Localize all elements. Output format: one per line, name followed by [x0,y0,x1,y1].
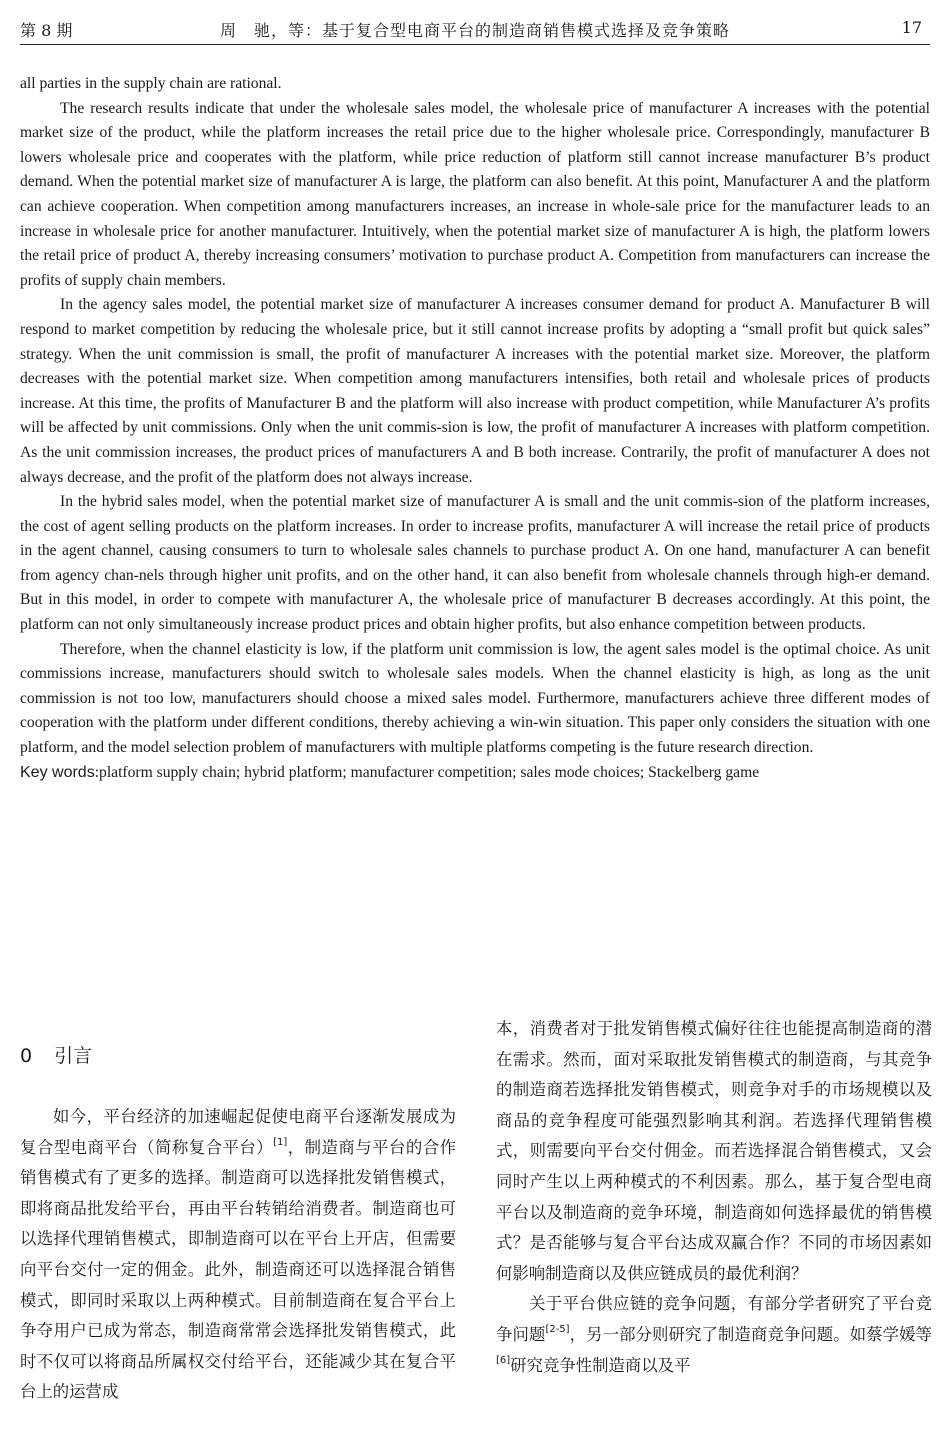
intro-text: 关于平台供应链的竞争问题，有部分学者研究了平台竞争问题 [496,1294,932,1344]
right-column [496,1014,932,1381]
intro-paragraph-1-cont: 本，消费者对于批发销售模式偏好往往也能提高制造商的潜在需求。然而，面对采取批发销售模式的制造商，与其竞争的制造商若选择批发销售模式，则竞争对手的市场规模以及商品的竞争程度可能强烈影响其利润。若选择代理销售模式，则需要向平台交付佣金。而若选择混合销售模式，又会同时产生以上两种模式的不利因素。那么，基于复合型电商平台以及制造商的竞争环境，制造商如何选择最优的销售模式？是否能够与复合平台达成双赢合作？不同的市场因素如何影响制造商以及供应链成员的最优利润？ [496,1019,932,1283]
keywords-line [20,761,930,786]
keywords-text: platform supply chain; hybrid platform; manufacturer competition; sales mode choices; Stackelberg game [99,763,760,781]
intro-text: 如今，平台经济的加速崛起促使电商平台逐渐发展成为复合型电商平台（简称复合平台） [20,1107,456,1157]
intro-paragraph-2 [496,1289,932,1381]
abstract-paragraph-1: The research results indicate that under the wholesale sales model, the wholesale price of manufacturer A increases with the potential market size of the product, while the platform increases the retail price due to the higher wholesale price. Correspondingly, manufacturer B lowers wholesale price and cooperates with the platform, while price reduction of platform still cannot increase manufacturer B’s product demand. When the potential market size of manufacturer A is large, the platform can also benefit. At this point, Manufacturer A and the platform can achieve cooperation. When competition among manufacturers increases, an increase in whole-sale price for the manufacturer leads to an increase in wholesale price for another manufacturer. Intuitively, when the potential market size of manufacturer A is high, the platform lowers the retail price of product A, thereby increasing consumers’ motivation to purchase product A. Competition from manufacturers can increase the profits of supply chain members. [20,99,930,289]
issue-number: 第 8 期 [20,21,73,40]
intro-paragraph-1 [20,1102,456,1408]
running-title: 周 驰，等：基于复合型电商平台的制造商销售模式选择及竞争策略 [219,21,730,40]
citation-ref: [2-5] [545,1323,570,1335]
intro-text: 研究竞争性制造商以及平 [510,1355,691,1375]
abstract-paragraph-3: In the hybrid sales model, when the potential market size of manufacturer A is small and the unit commis-sion of the platform increases, the cost of agent selling products on the platform increases. In order to increase profits, manufacturer A will increase the retail price of products in the agent channel, causing consumers to turn to wholesale sales channels to purchase product A. On one hand, manufacturer A can benefit from agency chan-nels through higher unit profits, and on the other hand, it can also benefit from wholesale channels through high-er demand. But in this model, in order to compete with manufacturer A, the wholesale price of manufacturer B decreases accordingly. At this point, the platform can not only simultaneously increase product prices and obtain higher profits, but also enhance competition between products. [20,493,930,634]
intro-text: ，另一部分则研究了制造商竞争问题。如蔡学媛等 [569,1324,933,1344]
citation-ref: [6] [496,1354,511,1366]
english-abstract [20,72,930,785]
abstract-paragraph-2: In the agency sales model, the potential market size of manufacturer A increases consumer demand for product A. Manufacturer B will respond to market competition by reducing the wholesale price, but it still cannot increase profits by adopting a “small profit but quick sales” strategy. When the unit commission is small, the profit of manufacturer A increases with the potential market size. Moreover, the platform decreases with the potential market size. When competition among manufacturers intensifies, both retail and wholesale prices of products increase. At this time, the profits of Manufacturer B and the platform will also increase with product competition, while Manufacturer A’s profits will be affected by unit commissions. Only when the unit commis-sion is low, the profit of manufacturer A increases with platform competition. As the unit commission increases, the product prices of manufacturers A and B both increase. Contrarily, the profit of manufacturer A does not always decrease, and the profit of the platform does not always increase. [20,296,930,486]
abstract-paragraph-0: all parties in the supply chain are rational. [20,75,282,92]
abstract-paragraph-4: Therefore, when the channel elasticity is low, if the platform unit commission is low, the agent sales model is the optimal choice. As unit commissions increase, manufacturers should switch to wholesale sales models. When the channel elasticity is high, as long as the unit commission is not too low, manufacturers should choose a mixed sales model. Furthermore, manufacturers achieve three different modes of cooperation with the platform under different conditions, thereby achieving a win-win situation. This paper only considers the situation with one platform, and the model selection problem of manufacturers with multiple platforms competing is the future research direction. [20,640,930,757]
citation-ref: [1] [273,1136,288,1148]
keywords-separator: : [94,763,100,781]
keywords-label: Key words [20,763,95,781]
page-number: 17 [901,18,922,37]
section-number: 0 [20,1045,33,1067]
section-title: 引言 [54,1045,93,1067]
running-header [20,16,930,45]
section-heading [20,1040,456,1072]
left-column [20,1014,456,1408]
intro-text: ，制造商与平台的合作销售模式有了更多的选择。制造商可以选择批发销售模式，即将商品批发给平台，再由平台转销给消费者。制造商也可以选择代理销售模式，即制造商可以在平台上开店，但需要向平台交付一定的佣金。此外，制造商还可以选择混合销售模式，即同时采取以上两种模式。目前制造商在复合平台上争夺用户已成为常态，制造商常常会选择批发销售模式，此时不仅可以将商品所属权交付给平台，还能减少其在复合平台上的运营成 [20,1137,457,1402]
